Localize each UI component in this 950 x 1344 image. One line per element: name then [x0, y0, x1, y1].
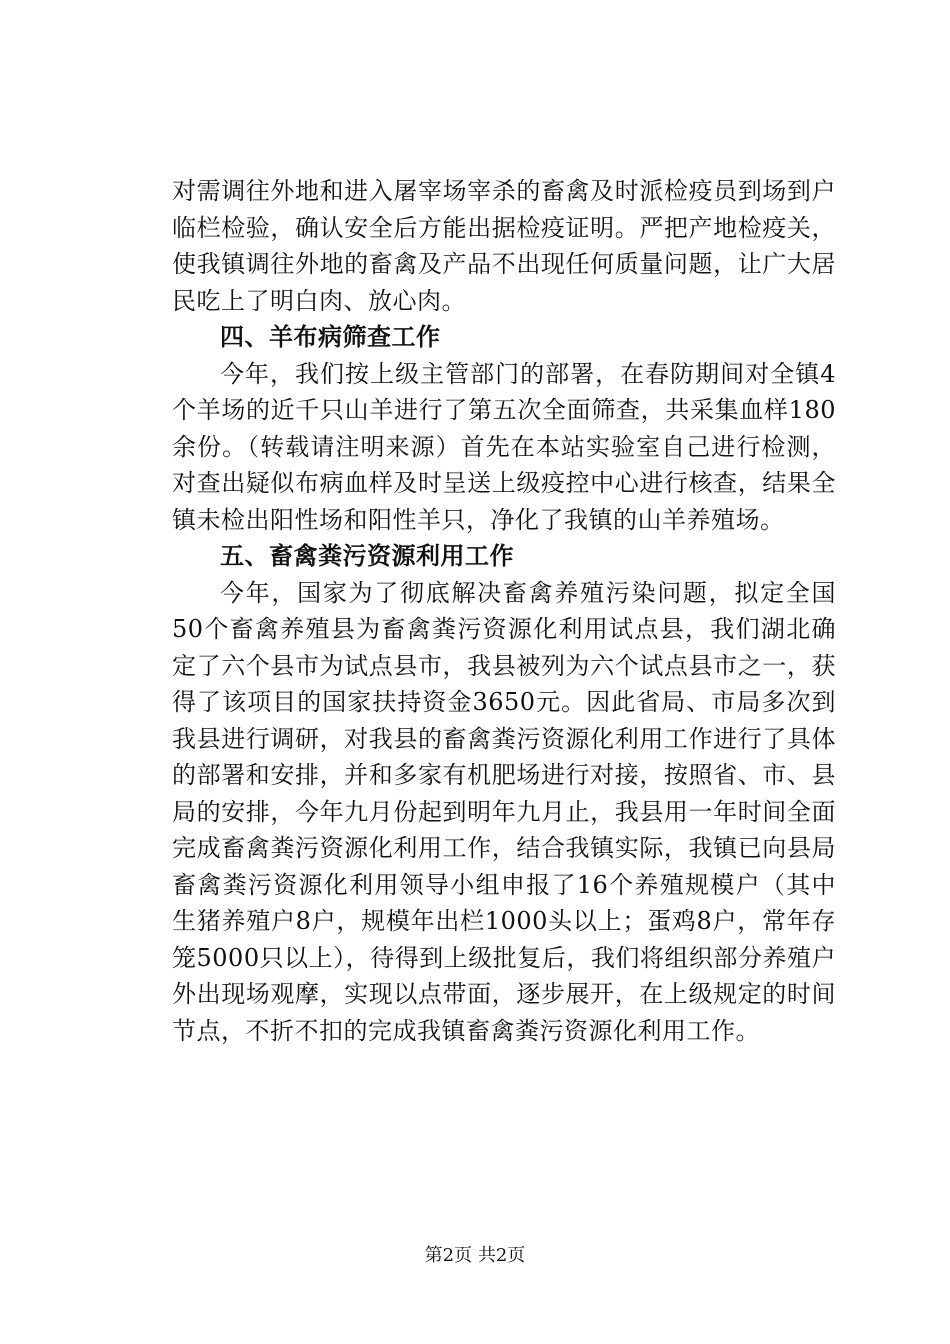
section-heading-4: 四、羊布病筛查工作	[220, 322, 441, 351]
paragraph-brucellosis-screening: 今年，我们按上级主管部门的部署，在春防期间对全镇4个羊场的近千只山羊进行了第五次全面筛查，共采集血样180余份。（转载请注明来源）首先在本站实验室自己进行检测，对查出疑似布病血样及时呈送上级疫控中心进行核查，结果全镇未检出阳性场和阳性羊只，净化了我镇的山羊养殖场。	[172, 359, 836, 534]
section-heading-5: 五、畜禽粪污资源利用工作	[220, 541, 514, 570]
paragraph-manure-utilization: 今年，国家为了彻底解决畜禽养殖污染问题，拟定全国50个畜禽养殖县为畜禽粪污资源化利用试点县，我们湖北确定了六个县市为试点县市，我县被列为六个试点县市之一，获得了该项目的国家扶持资金3650元。因此省局、市局多次到我县进行调研，对我县的畜禽粪污资源化利用工作进行了具体的部署和安排，并和多家有机肥场进行对接，按照省、市、县局的安排，今年九月份起到明年九月止，我县用一年时间全面完成畜禽粪污资源化利用工作，结合我镇实际，我镇已向县局畜禽粪污资源化利用领导小组申报了16个养殖规模户（其中生猪养殖户8户，规模年出栏1000头以上；蛋鸡8户，常年存笼5000只以上），待得到上级批复后，我们将组织部分养殖户外出现场观摩，实现以点带面，逐步展开，在上级规定的时间节点，不折不扣的完成我镇畜禽粪污资源化利用工作。	[172, 578, 836, 1045]
page-footer: 第2页 共2页	[424, 1245, 526, 1266]
document-body	[172, 173, 836, 1049]
paragraph-continuation: 对需调往外地和进入屠宰场宰杀的畜禽及时派检疫员到场到户临栏检验，确认安全后方能出据检疫证明。严把产地检疫关，使我镇调往外地的畜禽及产品不出现任何质量问题，让广大居民吃上了明白肉、放心肉。	[172, 177, 836, 315]
